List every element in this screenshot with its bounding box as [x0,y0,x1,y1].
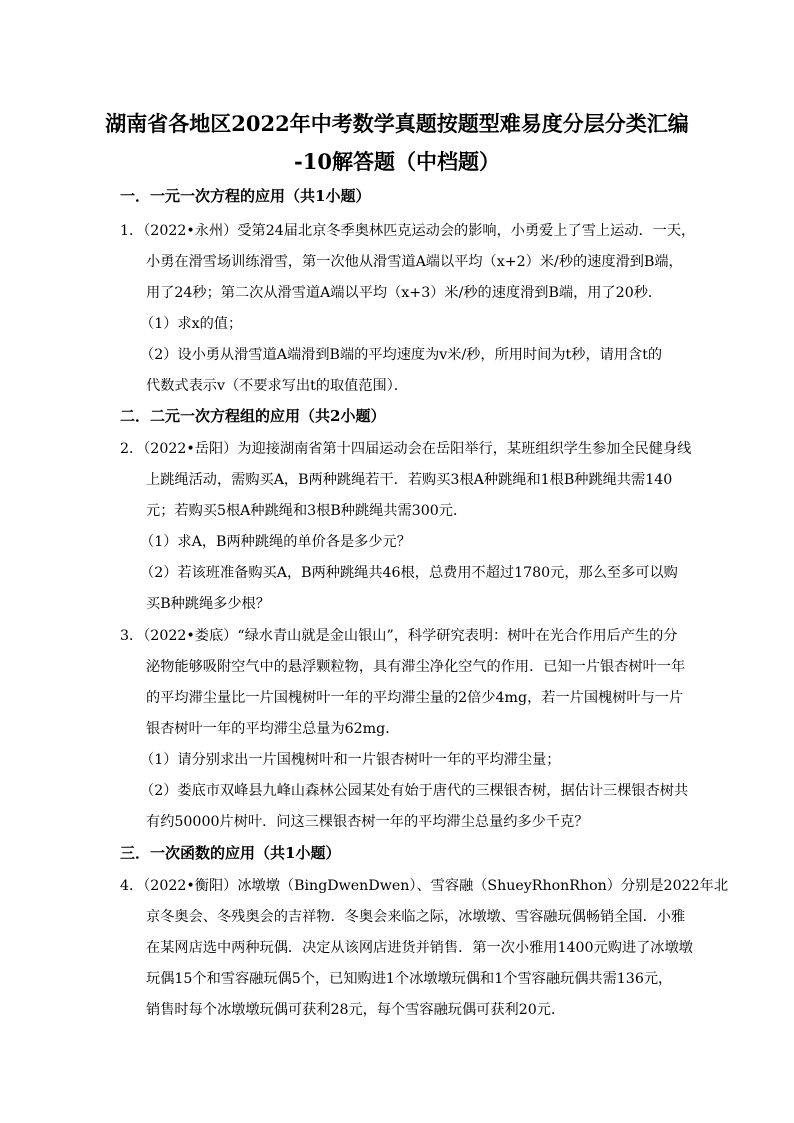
q1-line-2: 小勇在滑雪场训练滑雪，第一次他从滑雪道A端以平均（x+2）米/秒的速度滑到B端， [146,254,683,270]
q1-line-6: 代数式表示v（不要求写出t的取值范围）． [146,378,408,394]
q3-line-3: 的平均滞尘量比一片国槐树叶一年的平均滞尘量的2倍少4mg，若一片国槐树叶与一片 [146,690,684,706]
q3-line-1: 3．（2022•娄底）“绿水青山就是金山银山”，科学研究表明：树叶在光合作用后产生的分 [120,628,678,644]
q3-line-7: 有约50000片树叶．问这三棵银杏树一年的平均滞尘总量约多少千克？ [146,814,589,830]
q1-line-1: 1．（2022•永州）受第24届北京冬季奥林匹克运动会的影响，小勇爱上了雪上运动．一天， [120,223,696,239]
q4-line-5: 销售时每个冰墩墩玩偶可获利28元，每个雪容融玩偶可获利20元． [146,1002,566,1018]
q1-part-1: （1）求x的值； [140,316,243,332]
q2-line-6: 买B种跳绳多少根？ [146,596,270,612]
section-heading-1: 一．一元一次方程的应用（共1小题） [120,187,371,205]
q3-part-2: （2）娄底市双峰县九峰山森林公园某处有始于唐代的三棵银杏树，据估计三棵银杏树共 [140,783,689,799]
q2-line-1: 2．（2022•岳阳）为迎接湖南省第十四届运动会在岳阳举行，某班组织学生参加全民健身线 [120,441,692,457]
section-heading-2: 二．二元一次方程组的应用（共2小题） [120,407,386,425]
q4-line-2: 京冬奥会、冬残奥会的吉祥物．冬奥会来临之际，冰墩墩、雪容融玩偶畅销全国．小雅 [146,909,686,925]
q3-line-4: 银杏树叶一年的平均滞尘总量为62mg． [146,721,400,737]
document-title-line-1: 湖南省各地区2022年中考数学真题按题型难易度分层分类汇编 [105,111,689,136]
q2-part-1: （1）求A，B两种跳绳的单价各是多少元？ [140,534,411,550]
section-heading-3: 三．一次函数的应用（共1小题） [120,844,341,862]
q4-line-1: 4．（2022•衡阳）冰墩墩（BingDwenDwen）、雪容融（ShueyRhonRhon）分别是2022年北 [120,878,729,894]
q3-part-1: （1）请分别求出一片国槐树叶和一片银杏树叶一年的平均滞尘量； [140,752,561,768]
q2-line-2: 上跳绳活动，需购买A，B两种跳绳若干．若购买3根A种跳绳和1根B种跳绳共需140 [146,472,673,488]
q4-line-3: 在某网店选中两种玩偶．决定从该网店进货并销售．第一次小雅用1400元购进了冰墩墩 [146,940,693,956]
q2-line-3: 元；若购买5根A种跳绳和3根B种跳绳共需300元． [146,503,468,519]
q4-line-4: 玩偶15个和雪容融玩偶5个，已知购进1个冰墩墩玩偶和1个雪容融玩偶共需136元， [146,971,673,987]
q2-part-2: （2）若该班准备购买A，B两种跳绳共46根，总费用不超过1780元，那么至多可以购 [140,565,678,581]
q1-part-2: （2）设小勇从滑雪道A端滑到B端的平均速度为v米/秒，所用时间为t秒，请用含t的 [140,347,663,363]
document-title-line-2: -10解答题（中档题） [294,149,500,174]
q1-line-3: 用了24秒；第二次从滑雪道A端以平均（x+3）米/秒的速度滑到B端，用了20秒． [146,285,663,301]
q3-line-2: 泌物能够吸附空气中的悬浮颗粒物，具有滞尘净化空气的作用．已知一片银杏树叶一年 [146,659,686,675]
